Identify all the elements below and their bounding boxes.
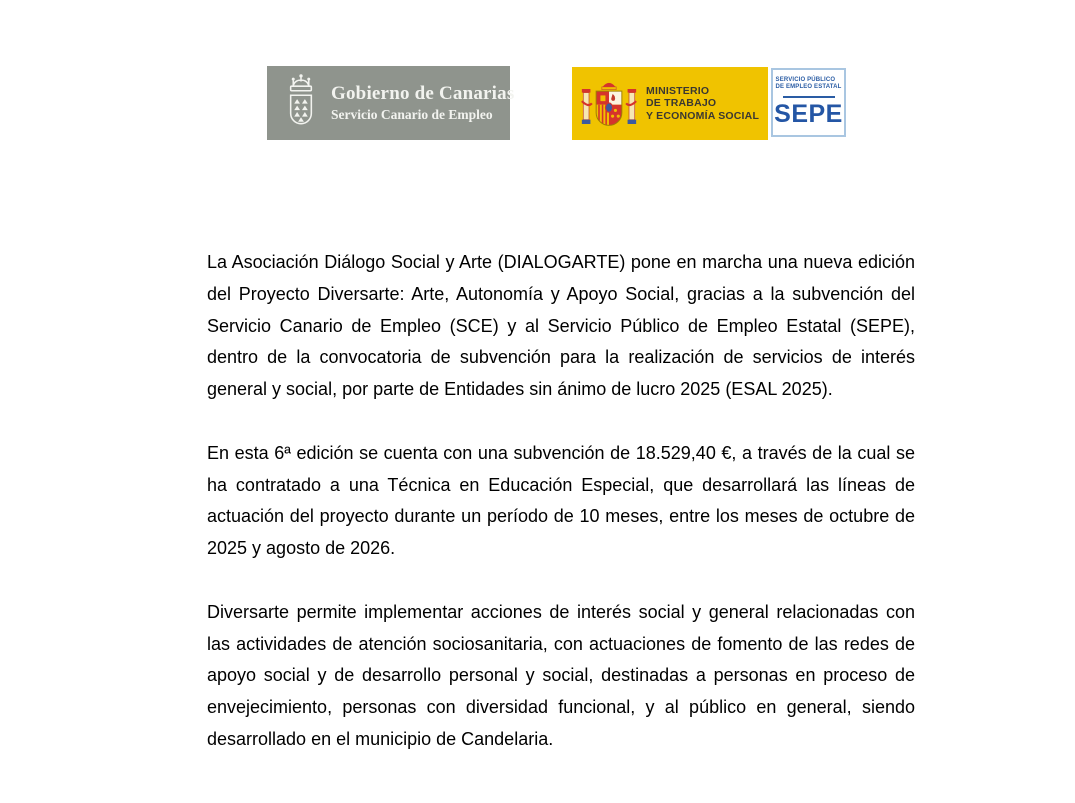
ministry-logo-line-1: MINISTERIO — [646, 84, 710, 97]
sepe-logo-acronym: SEPE — [774, 99, 843, 128]
sepe-logo-small-text — [776, 77, 842, 92]
paragraph-acciones: Diversarte permite implementar acciones de interés social y general relacionadas con las actividades de atención sociosanitaria, con actuaciones de fomento de las redes de apoyo social y de desarrollo personal y social, destinadas a personas en proceso de envejecimiento, personas con diversidad funcional, y al público en general, siendo desarrollado en el municipio de Candelaria. — [207, 601, 915, 749]
paragraph-intro: La Asociación Diálogo Social y Arte (DIALOGARTE) pone en marcha una nueva edición del Proyecto Diversarte: Arte, Autonomía y Apoyo Social, gracias a la subvención del Servicio Canario de Empleo (SCE) y al Servicio Público de Empleo Estatal (SEPE), dentro de la convocatoria de subvención para la realización de servicios de interés general y social, por parte de Entidades sin ánimo de lucro 2025 (ESAL 2025). — [207, 252, 915, 400]
canarias-logo-title: Gobierno de Canarias — [331, 83, 515, 104]
sepe-logo-divider — [783, 96, 835, 98]
spain-coat-of-arms-icon — [579, 73, 639, 135]
gobierno-canarias-logo — [267, 66, 515, 140]
sepe-logo-small-line-2: DE EMPLEO ESTATAL — [775, 84, 842, 90]
sepe-logo — [771, 68, 846, 137]
canarias-logo-subtitle: Servicio Canario de Empleo — [331, 107, 493, 122]
ministry-logo-line-3: Y ECONOMÍA SOCIAL — [646, 109, 760, 122]
ministry-logo-line-2: DE TRABAJO — [646, 97, 717, 110]
ministry-logo-text — [646, 85, 759, 123]
document-text — [207, 247, 915, 788]
paragraph-subvencion: En esta 6ª edición se cuenta con una subvención de 18.529,40 €, a través de la cual se ha contratado a una Técnica en Educación Especial, que desarrollará las líneas de actuación del proyecto durante un período de 10 meses, entre los meses de octubre de 2025 y agosto de 2026. — [207, 442, 915, 559]
canarias-coat-of-arms-icon — [280, 72, 322, 134]
sepe-logo-small-line-1: SERVICIO PÚBLICO — [775, 76, 836, 83]
ministerio-trabajo-logo — [572, 67, 768, 140]
canarias-logo-text — [331, 83, 514, 123]
